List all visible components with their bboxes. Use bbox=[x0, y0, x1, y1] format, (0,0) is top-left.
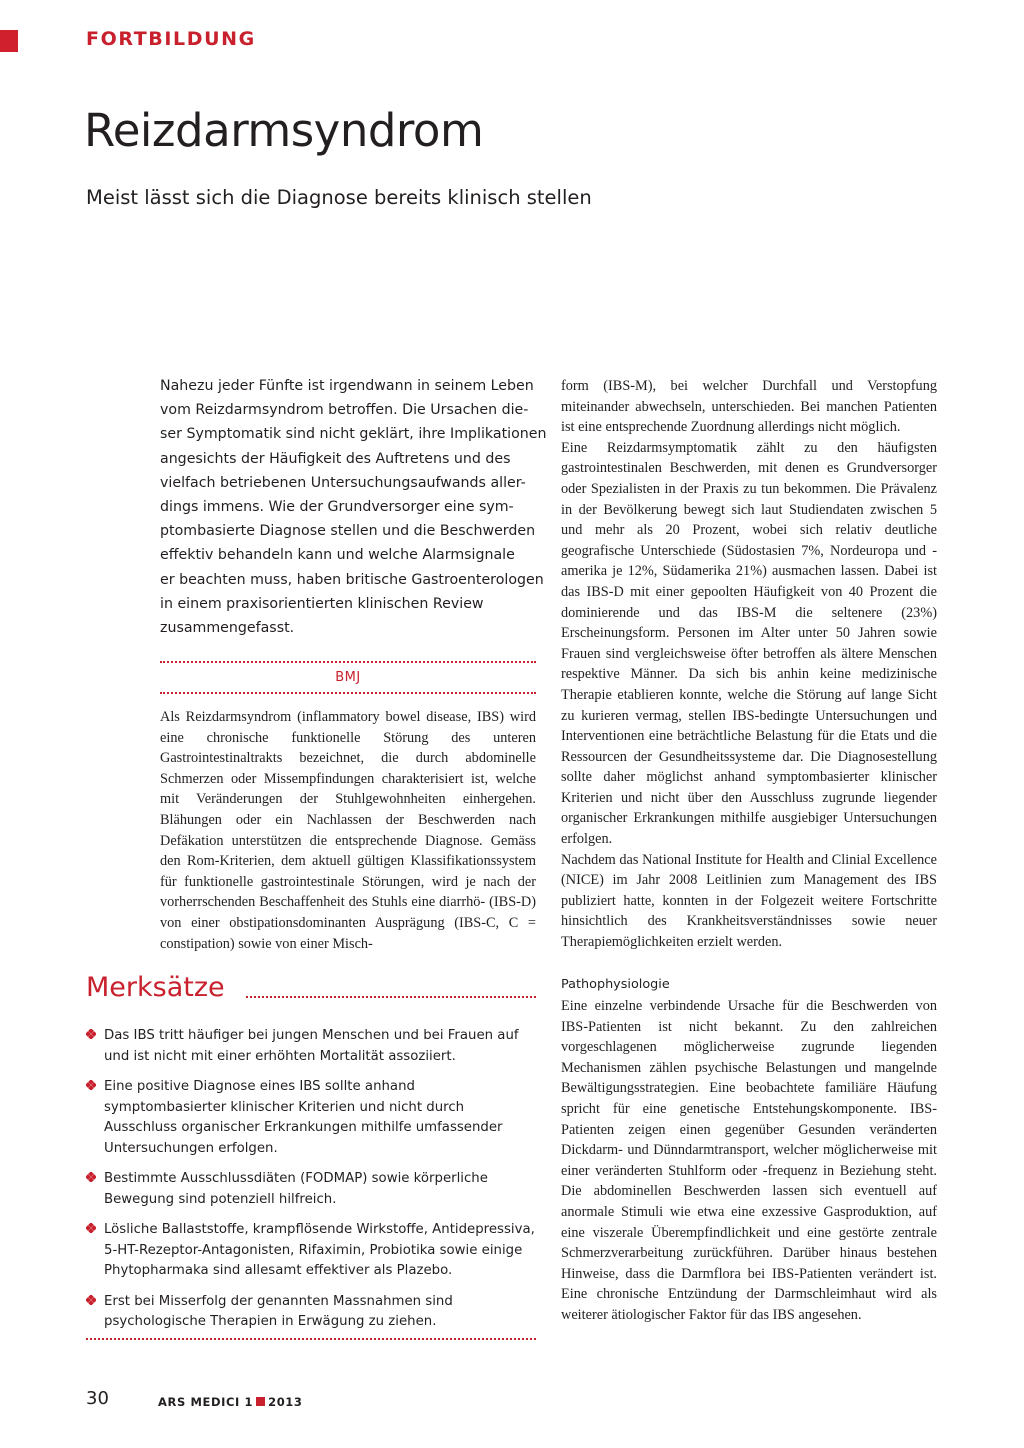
lead-line: angesichts der Häufigkeit des Auftretens und des bbox=[160, 450, 511, 467]
journal-footer bbox=[158, 1395, 303, 1409]
key-point-text: Bestimmte Ausschlussdiäten (FODMAP) sowie körperliche Bewegung sind potenziell hilfreich. bbox=[104, 1171, 488, 1207]
key-point-text: Lösliche Ballaststoffe, krampflösende Wirkstoffe, Antidepressiva, 5-HT-Rezeptor-Antagonisten, Rifaximin, Probiotika sowie einige Phytopharmaka sind allesamt effektiver als Plazebo. bbox=[104, 1222, 535, 1278]
key-point bbox=[86, 1077, 536, 1159]
key-point-text: Erst bei Misserfolg der genannten Massnahmen sind psychologische Therapien in Erwägung zu ziehen. bbox=[104, 1293, 453, 1329]
lead-line: ser Symptomatik sind nicht geklärt, ihre Implikationen bbox=[160, 426, 547, 443]
lead-line: zusammengefasst. bbox=[160, 620, 295, 637]
bullet-icon bbox=[86, 1295, 96, 1305]
key-point-text: Eine positive Diagnose eines IBS sollte anhand symptombasierter klinischer Kriterien und nicht durch Ausschluss organischer Erkrankungen mithilfe umfassender Untersuchungen erfolgen. bbox=[104, 1079, 503, 1156]
journal-year: 2013 bbox=[268, 1395, 303, 1409]
lead-line: in einem praxisorientierten klinischen Review bbox=[160, 595, 484, 612]
key-point bbox=[86, 1169, 536, 1210]
body-paragraph: Nachdem das National Institute for Health and Clinial Excellence (NICE) im Jahr 2008 Leitlinien zum Management des IBS publiziert hatte, konnten in der Folgezeit weitere Fortschritte hinsichtlich des Krankheitsverständnisses sowie neuer Therapiemöglichkeiten erzielt werden. bbox=[561, 851, 937, 951]
lead-line: dings immens. Wie der Grundversorger eine sym- bbox=[160, 499, 514, 516]
source-label: BMJ bbox=[335, 670, 361, 685]
lead-line: effektiv behandeln kann und welche Alarmsignale bbox=[160, 547, 515, 564]
body-paragraph: Eine einzelne verbindende Ursache für die Beschwerden von IBS-Patienten ist nicht bekannt. Zu den zahlreichen vorgeschlagenen möglicherweise zugrunde liegenden Mechanismen zählen psychische Belastungen und mangelnde Bewältigungsstrategien. Eine beobachtete familiäre Häufung spricht für eine genetische Entstehungskomponente. IBS-Patienten zeigen einen gegenüber Gesunden veränderten Dickdarm- und Dünndarmtransport, welcher möglicherweise mit einer veränderten Stuhlform oder -frequenz in Beziehung steht. Die abdominellen Beschwerden lassen sich eventuell auf anormale Stimuli wie etwa eine exzessive Gasproduktion, auf eine viszerale Überempfindlichkeit und eine gestörte zentrale Schmerzverarbeitung zurückführen. Darüber hinaus bestehen Hinweise, dass die Darmflora bei IBS-Patienten verändert ist. Eine chronische Entzündung der Darmschleimhaut wird als weiterer ätiologischer Faktor für das IBS angesehen. bbox=[561, 998, 937, 1323]
bullet-icon bbox=[86, 1172, 96, 1182]
dotted-divider bbox=[246, 996, 536, 998]
bullet-icon bbox=[86, 1080, 96, 1090]
body-paragraph: Als Reizdarmsyndrom (inflammatory bowel disease, IBS) wird eine chronische funktionelle Störung des unteren Gastrointestinaltrakts bezeichnet, die durch abdominelle Schmerzen oder Missempfindungen charakterisiert ist, welche mit Veränderungen der Stuhlgewohnheiten einhergehen. Blähungen oder ein Nachlassen der Beschwerden nach Defäkation unterstützen die entsprechende Diagnose. Gemäss den Rom-Kriterien, dem aktuell gültigen Klassifikationssystem für funktionelle gastrointestinale Störungen, wird je nach der vorherrschenden Beschaffenheit des Stuhls eine diarrhö- (IBS-D) von einer obstipationsdominanten Ausprägung (IBS-C, C = constipation) sowie von einer Misch- bbox=[160, 709, 536, 952]
article-subtitle: Meist lässt sich die Diagnose bereits klinisch stellen bbox=[86, 186, 592, 209]
key-points-title: Merksätze bbox=[86, 972, 225, 1003]
lead-line: er beachten muss, haben britische Gastroenterologen bbox=[160, 571, 544, 588]
dotted-divider bbox=[160, 692, 536, 694]
page-number: 30 bbox=[86, 1388, 109, 1409]
key-point bbox=[86, 1292, 536, 1333]
square-separator-icon bbox=[256, 1397, 265, 1406]
key-point bbox=[86, 1220, 536, 1282]
journal-name: ARS MEDICI 1 bbox=[158, 1395, 254, 1409]
lead-line: ptombasierte Diagnose stellen und die Beschwerden bbox=[160, 523, 536, 540]
dotted-divider bbox=[160, 661, 536, 663]
body-paragraph: Eine Reizdarmsymptomatik zählt zu den häufigsten gastrointestinalen Beschwerden, mit denen es Grundversorger oder Spezialisten in der Praxis zu tun bekommen. Die Prävalenz in der Bevölkerung bewegt sich laut Studiendaten zwischen 5 und mehr als 20 Prozent, wobei sich relativ deutliche geografische Unterschiede (Südostasien 7%, Nordeuropa und -amerika je 12%, Südamerika 21%) ausmachen lassen. Dabei ist das IBS-D mit einer gepoolten Häufigkeit von 40 Prozent die dominierende und das IBS-M die seltenere (23%) Erscheinungsform. Personen im Alter unter 50 Jahren sowie Frauen sind vergleichsweise öfter betroffen als ältere Menschen respektive Männer. Da sich bis anhin keine medizinische Therapie etablieren konnte, welche die Störung auf lange Sicht zu kurieren vermag, stellen IBS-bedingte Untersuchungen und Interventionen eine beträchtliche Belastung für die Etats und die Ressourcen der Gesundheitssysteme dar. Die Diagnosestellung sollte daher möglichst anhand symptombasierter klinischer Kriterien und nicht über den Ausschluss zugrunde liegender organischer Erkrankungen mithilfe ausgiebiger Untersuchungen erfolgen. bbox=[561, 439, 937, 848]
body-column-right-lower bbox=[561, 996, 937, 1326]
article-title: Reizdarmsyndrom bbox=[84, 104, 484, 157]
section-label: FORTBILDUNG bbox=[86, 28, 256, 50]
key-points-list bbox=[86, 1026, 536, 1343]
key-point-text: Das IBS tritt häufiger bei jungen Menschen und bei Frauen auf und ist nicht mit einer erhöhten Mortalität assoziiert. bbox=[104, 1028, 519, 1064]
key-point bbox=[86, 1026, 536, 1067]
body-column-right bbox=[561, 376, 937, 953]
lead-paragraph bbox=[160, 374, 547, 640]
lead-line: Nahezu jeder Fünfte ist irgendwann in seinem Leben bbox=[160, 378, 534, 394]
body-column-left bbox=[160, 707, 536, 954]
section-heading: Pathophysiologie bbox=[561, 977, 670, 992]
section-color-marker bbox=[0, 30, 18, 52]
bullet-icon bbox=[86, 1223, 96, 1233]
bullet-icon bbox=[86, 1029, 96, 1039]
lead-line: vom Reizdarmsyndrom betroffen. Die Ursachen die- bbox=[160, 402, 529, 419]
lead-line: vielfach betriebenen Untersuchungsaufwands aller- bbox=[160, 474, 526, 491]
body-paragraph: form (IBS-M), bei welcher Durchfall und Verstopfung miteinander abwechseln, unterschieden. Bei manchen Patienten ist eine entsprechende Zuordnung allerdings nicht möglich. bbox=[561, 378, 937, 436]
dotted-divider bbox=[86, 1338, 536, 1340]
